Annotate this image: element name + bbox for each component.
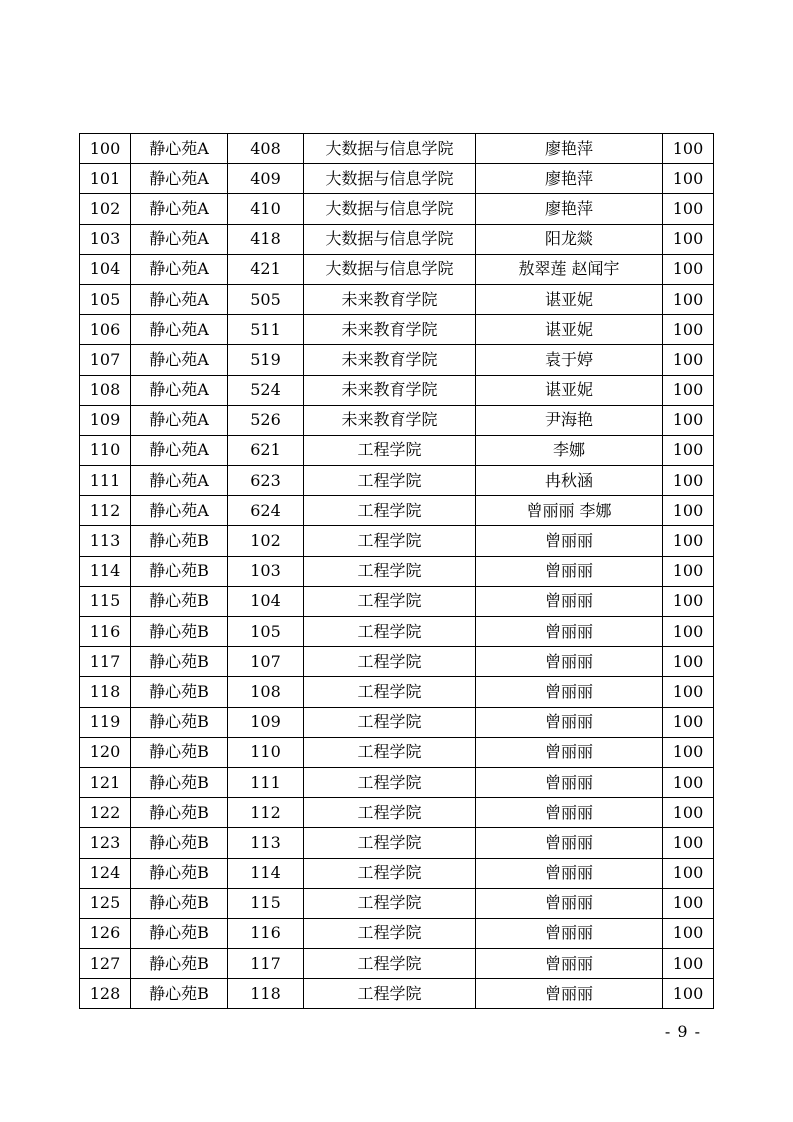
cell-college: 大数据与信息学院 [304,164,476,194]
cell-college: 大数据与信息学院 [304,224,476,254]
cell-room: 109 [228,707,304,737]
cell-score: 100 [663,164,714,194]
cell-names: 曾丽丽 [476,556,663,586]
table-row [80,284,714,314]
cell-building: 静心苑B [131,767,228,797]
cell-building: 静心苑A [131,496,228,526]
table-row [80,918,714,948]
cell-room: 505 [228,284,304,314]
cell-college: 工程学院 [304,677,476,707]
cell-names: 廖艳萍 [476,194,663,224]
cell-building: 静心苑B [131,979,228,1009]
table-row [80,888,714,918]
cell-names: 李娜 [476,435,663,465]
cell-college: 工程学院 [304,556,476,586]
cell-names: 曾丽丽 [476,677,663,707]
cell-number: 100 [80,134,131,164]
cell-number: 117 [80,647,131,677]
cell-number: 106 [80,315,131,345]
cell-building: 静心苑B [131,526,228,556]
cell-names: 曾丽丽 [476,707,663,737]
cell-number: 128 [80,979,131,1009]
cell-room: 511 [228,315,304,345]
table-row [80,405,714,435]
cell-number: 109 [80,405,131,435]
cell-score: 100 [663,556,714,586]
table-row [80,466,714,496]
cell-building: 静心苑B [131,556,228,586]
cell-room: 408 [228,134,304,164]
cell-college: 工程学院 [304,798,476,828]
dormitory-score-table [79,133,714,1009]
table-row [80,254,714,284]
table-row [80,224,714,254]
cell-score: 100 [663,677,714,707]
table-row [80,526,714,556]
cell-building: 静心苑A [131,164,228,194]
cell-names: 曾丽丽 [476,647,663,677]
cell-room: 104 [228,586,304,616]
table-row [80,767,714,797]
cell-score: 100 [663,767,714,797]
cell-number: 115 [80,586,131,616]
cell-names: 曾丽丽 李娜 [476,496,663,526]
cell-room: 112 [228,798,304,828]
cell-college: 工程学院 [304,647,476,677]
cell-building: 静心苑A [131,284,228,314]
cell-score: 100 [663,858,714,888]
cell-building: 静心苑B [131,798,228,828]
cell-room: 623 [228,466,304,496]
cell-number: 111 [80,466,131,496]
cell-number: 105 [80,284,131,314]
cell-college: 工程学院 [304,767,476,797]
cell-building: 静心苑B [131,918,228,948]
cell-college: 工程学院 [304,496,476,526]
cell-names: 曾丽丽 [476,798,663,828]
cell-score: 100 [663,526,714,556]
table-row [80,828,714,858]
table-row [80,345,714,375]
cell-room: 103 [228,556,304,586]
cell-score: 100 [663,617,714,647]
cell-building: 静心苑B [131,586,228,616]
cell-college: 工程学院 [304,466,476,496]
cell-building: 静心苑B [131,677,228,707]
table-row [80,949,714,979]
cell-college: 工程学院 [304,526,476,556]
cell-building: 静心苑B [131,888,228,918]
cell-building: 静心苑A [131,375,228,405]
cell-room: 110 [228,737,304,767]
cell-names: 曾丽丽 [476,858,663,888]
cell-room: 107 [228,647,304,677]
cell-score: 100 [663,586,714,616]
table-row [80,556,714,586]
cell-names: 尹海艳 [476,405,663,435]
cell-number: 101 [80,164,131,194]
cell-room: 111 [228,767,304,797]
table-row [80,375,714,405]
cell-score: 100 [663,134,714,164]
cell-score: 100 [663,194,714,224]
cell-score: 100 [663,375,714,405]
cell-score: 100 [663,949,714,979]
cell-names: 冉秋涵 [476,466,663,496]
cell-room: 409 [228,164,304,194]
cell-number: 121 [80,767,131,797]
cell-score: 100 [663,496,714,526]
cell-names: 曾丽丽 [476,617,663,647]
cell-names: 谌亚妮 [476,284,663,314]
cell-room: 115 [228,888,304,918]
cell-names: 曾丽丽 [476,526,663,556]
cell-college: 工程学院 [304,949,476,979]
cell-names: 曾丽丽 [476,949,663,979]
cell-score: 100 [663,737,714,767]
table-row [80,798,714,828]
cell-score: 100 [663,345,714,375]
cell-number: 119 [80,707,131,737]
cell-names: 曾丽丽 [476,767,663,797]
cell-college: 大数据与信息学院 [304,254,476,284]
cell-college: 未来教育学院 [304,345,476,375]
cell-college: 工程学院 [304,586,476,616]
cell-number: 103 [80,224,131,254]
cell-score: 100 [663,979,714,1009]
cell-score: 100 [663,254,714,284]
cell-building: 静心苑B [131,949,228,979]
table-row [80,194,714,224]
cell-college: 未来教育学院 [304,405,476,435]
table-row [80,858,714,888]
cell-room: 116 [228,918,304,948]
cell-score: 100 [663,284,714,314]
cell-building: 静心苑A [131,315,228,345]
cell-room: 519 [228,345,304,375]
cell-score: 100 [663,918,714,948]
cell-number: 104 [80,254,131,284]
cell-number: 107 [80,345,131,375]
cell-score: 100 [663,466,714,496]
cell-names: 曾丽丽 [476,979,663,1009]
table-row [80,677,714,707]
cell-college: 工程学院 [304,737,476,767]
table-row [80,586,714,616]
cell-college: 工程学院 [304,617,476,647]
table-row [80,647,714,677]
cell-room: 621 [228,435,304,465]
cell-number: 126 [80,918,131,948]
cell-college: 工程学院 [304,858,476,888]
cell-college: 大数据与信息学院 [304,134,476,164]
cell-room: 108 [228,677,304,707]
cell-names: 曾丽丽 [476,737,663,767]
cell-number: 108 [80,375,131,405]
cell-college: 未来教育学院 [304,375,476,405]
cell-number: 120 [80,737,131,767]
cell-room: 524 [228,375,304,405]
cell-number: 113 [80,526,131,556]
cell-building: 静心苑A [131,435,228,465]
cell-score: 100 [663,435,714,465]
table-row [80,979,714,1009]
cell-number: 116 [80,617,131,647]
cell-room: 117 [228,949,304,979]
cell-names: 廖艳萍 [476,164,663,194]
cell-names: 袁于婷 [476,345,663,375]
cell-score: 100 [663,798,714,828]
cell-number: 102 [80,194,131,224]
cell-room: 118 [228,979,304,1009]
cell-room: 526 [228,405,304,435]
cell-names: 曾丽丽 [476,586,663,616]
table-row [80,435,714,465]
page-number: - 9 - [664,1022,701,1041]
cell-room: 105 [228,617,304,647]
cell-names: 曾丽丽 [476,828,663,858]
cell-college: 工程学院 [304,918,476,948]
table-row [80,164,714,194]
cell-score: 100 [663,828,714,858]
cell-room: 421 [228,254,304,284]
cell-room: 114 [228,858,304,888]
cell-room: 410 [228,194,304,224]
table-row [80,617,714,647]
table-row [80,707,714,737]
cell-building: 静心苑A [131,224,228,254]
cell-names: 曾丽丽 [476,888,663,918]
cell-college: 工程学院 [304,979,476,1009]
cell-college: 大数据与信息学院 [304,194,476,224]
cell-number: 118 [80,677,131,707]
cell-building: 静心苑A [131,405,228,435]
cell-building: 静心苑B [131,617,228,647]
cell-college: 工程学院 [304,888,476,918]
cell-building: 静心苑A [131,194,228,224]
cell-building: 静心苑A [131,466,228,496]
cell-number: 114 [80,556,131,586]
table-row [80,134,714,164]
cell-names: 谌亚妮 [476,375,663,405]
cell-building: 静心苑B [131,707,228,737]
cell-building: 静心苑A [131,254,228,284]
cell-names: 阳龙燚 [476,224,663,254]
cell-score: 100 [663,888,714,918]
cell-score: 100 [663,647,714,677]
cell-score: 100 [663,224,714,254]
cell-room: 418 [228,224,304,254]
cell-building: 静心苑B [131,647,228,677]
cell-building: 静心苑B [131,858,228,888]
cell-room: 624 [228,496,304,526]
cell-score: 100 [663,405,714,435]
cell-building: 静心苑A [131,134,228,164]
cell-college: 工程学院 [304,435,476,465]
cell-room: 102 [228,526,304,556]
cell-number: 125 [80,888,131,918]
cell-number: 123 [80,828,131,858]
cell-room: 113 [228,828,304,858]
cell-score: 100 [663,707,714,737]
cell-names: 谌亚妮 [476,315,663,345]
cell-names: 曾丽丽 [476,918,663,948]
table-row [80,496,714,526]
cell-names: 敖翠莲 赵闻宇 [476,254,663,284]
cell-building: 静心苑B [131,828,228,858]
cell-college: 未来教育学院 [304,284,476,314]
cell-building: 静心苑B [131,737,228,767]
table-body [80,134,714,1009]
cell-building: 静心苑A [131,345,228,375]
cell-number: 112 [80,496,131,526]
cell-number: 110 [80,435,131,465]
cell-college: 工程学院 [304,707,476,737]
cell-college: 未来教育学院 [304,315,476,345]
table-row [80,315,714,345]
table-row [80,737,714,767]
cell-college: 工程学院 [304,828,476,858]
cell-score: 100 [663,315,714,345]
cell-number: 122 [80,798,131,828]
cell-names: 廖艳萍 [476,134,663,164]
cell-number: 124 [80,858,131,888]
cell-number: 127 [80,949,131,979]
